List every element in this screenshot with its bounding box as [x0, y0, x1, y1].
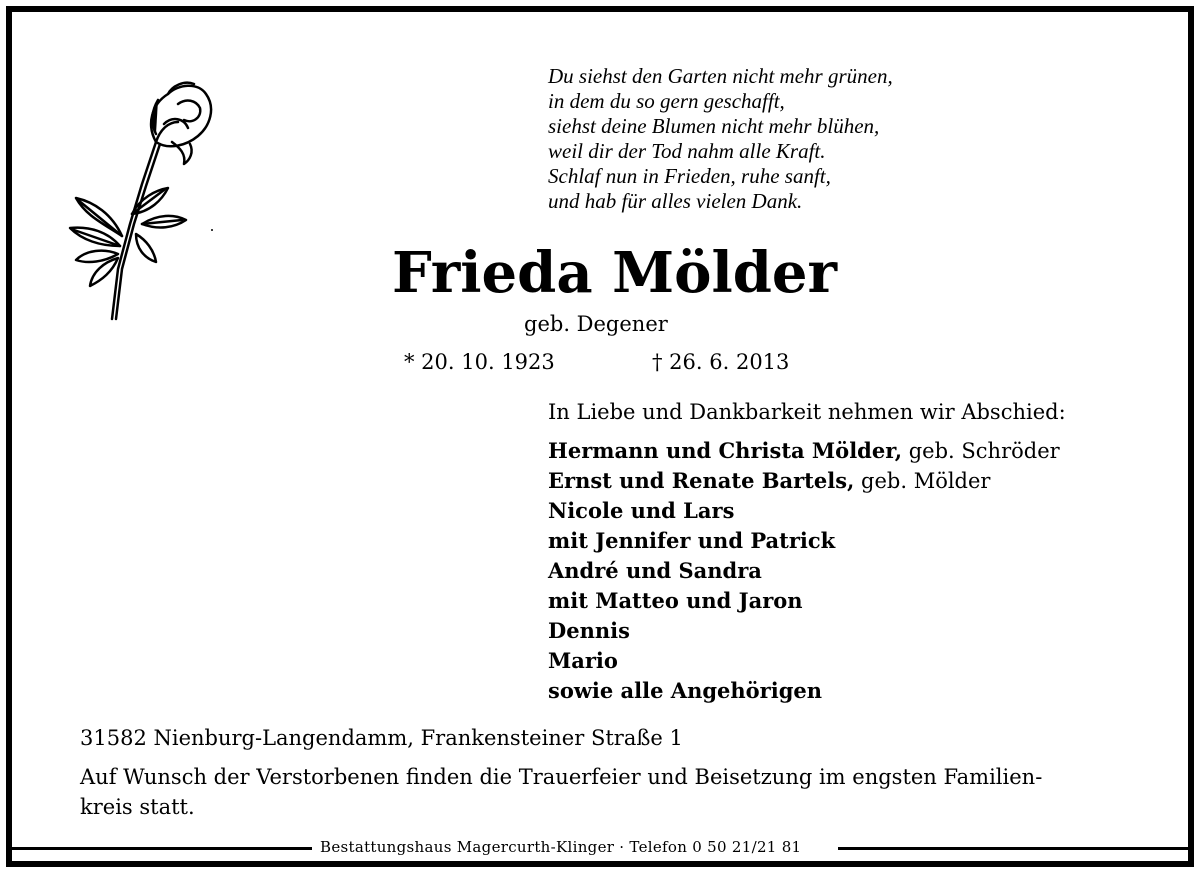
mourner-names: mit Matteo und Jaron: [548, 588, 803, 613]
mourner-names: Dennis: [548, 618, 630, 643]
mourner-names: Mario: [548, 648, 618, 673]
mourner-names: Nicole und Lars: [548, 498, 735, 523]
deceased-name: Frieda Mölder: [392, 240, 838, 306]
mourner-entry: [548, 676, 1060, 706]
funeral-note: [80, 762, 1130, 822]
mourner-names: André und Sandra: [548, 558, 762, 583]
maiden-name: geb. Degener: [524, 312, 668, 336]
mourner-names: mit Jennifer und Patrick: [548, 528, 836, 553]
poem-line: Du siehst den Garten nicht mehr grünen,: [548, 64, 893, 88]
mourner-names: sowie alle Angehörigen: [548, 678, 823, 703]
mourner-entry: [548, 436, 1060, 466]
mourner-note: geb. Mölder: [854, 469, 991, 493]
funeral-note-line: Auf Wunsch der Verstorbenen finden die Trauerfeier und Beisetzung im engsten Familien-: [80, 765, 1043, 789]
address: 31582 Nienburg-Langendamm, Frankensteiner Straße 1: [80, 726, 683, 750]
mourner-entry: [548, 496, 1060, 526]
poem-line: und hab für alles vielen Dank.: [548, 189, 803, 213]
funeral-note-line: kreis statt.: [80, 795, 195, 819]
poem-line: in dem du so gern geschafft,: [548, 89, 785, 113]
mourner-names: Hermann und Christa Mölder,: [548, 438, 903, 463]
mourner-names: Ernst und Renate Bartels,: [548, 468, 855, 493]
poem-line: Schlaf nun in Frieden, ruhe sanft,: [548, 164, 831, 188]
poem: [548, 64, 893, 214]
mourner-note: geb. Schröder: [902, 439, 1060, 463]
mourner-entry: [548, 586, 1060, 616]
mourner-entry: [548, 616, 1060, 646]
funeral-home-credit: Bestattungshaus Magercurth-Klinger · Telefon 0 50 21/21 81: [316, 838, 805, 856]
mourners-list: [548, 436, 1060, 706]
poem-line: weil dir der Tod nahm alle Kraft.: [548, 139, 826, 163]
mourner-entry: [548, 556, 1060, 586]
obituary-notice: [6, 6, 1194, 867]
farewell-intro: In Liebe und Dankbarkeit nehmen wir Abschied:: [548, 400, 1066, 424]
mourner-entry: [548, 646, 1060, 676]
death-date: † 26. 6. 2013: [652, 350, 790, 374]
footer-rule-left: [12, 847, 312, 850]
poem-line: siehst deine Blumen nicht mehr blühen,: [548, 114, 880, 138]
birth-date: * 20. 10. 1923: [404, 350, 555, 374]
rose-icon: [60, 64, 230, 334]
mourner-entry: [548, 466, 1060, 496]
mourner-entry: [548, 526, 1060, 556]
footer-rule-right: [838, 847, 1188, 850]
